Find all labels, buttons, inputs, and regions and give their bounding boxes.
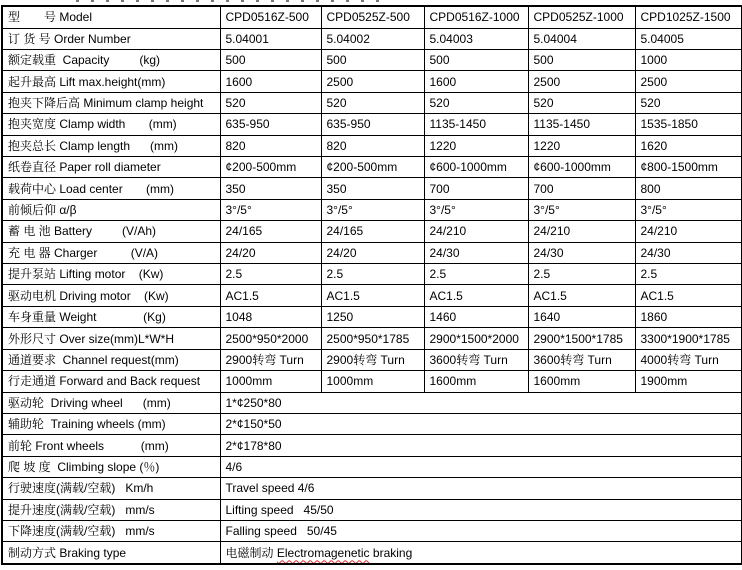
spec-row <box>2 157 742 178</box>
spec-value-cell: 635-950 <box>220 114 321 135</box>
spec-value-cell: 1250 <box>321 306 424 327</box>
spec-value-cell: 1900mm <box>635 371 742 392</box>
spec-value-cell: 2900转弯 Turn <box>321 349 424 370</box>
spec-value-cell: 1135-1450 <box>424 114 528 135</box>
spec-row <box>2 478 742 499</box>
spec-value-cell: 1048 <box>220 306 321 327</box>
spec-row <box>2 413 742 434</box>
spec-value-cell: 2500*950*2000 <box>220 328 321 349</box>
spec-row <box>2 178 742 199</box>
spec-value-cell: 1620 <box>635 135 742 156</box>
spec-value-cell: 24/210 <box>424 221 528 242</box>
spec-value-cell-spanned: Lifting speed 45/50 <box>220 499 742 520</box>
spec-value-cell: 3300*1900*1785 <box>635 328 742 349</box>
spec-value-cell: 1000mm <box>220 371 321 392</box>
spec-label-cell: 爬 坡 度 Climbing slope (％) <box>2 456 220 477</box>
spec-value-cell: ¢200-500mm <box>220 157 321 178</box>
spec-value-cell: 1220 <box>424 135 528 156</box>
spec-row <box>2 71 742 92</box>
spec-value-cell: AC1.5 <box>220 285 321 306</box>
spec-value-cell: 1600mm <box>424 371 528 392</box>
spec-value-cell: 2500 <box>321 71 424 92</box>
spec-value-cell: 2.5 <box>424 264 528 285</box>
spec-label-cell: 辅助轮 Training wheels (mm) <box>2 413 220 434</box>
spec-value-cell: 3°/5° <box>528 199 635 220</box>
spec-value-cell-spanned: 1*¢250*80 <box>220 392 742 413</box>
spec-value-cell: 520 <box>321 92 424 113</box>
spec-value-cell: 3°/5° <box>220 199 321 220</box>
spec-value-cell-spanned: Travel speed 4/6 <box>220 478 742 499</box>
spec-value-cell: 2.5 <box>528 264 635 285</box>
spec-value-cell: 2900转弯 Turn <box>220 349 321 370</box>
spec-value-cell: 5.04005 <box>635 28 742 49</box>
spec-label-cell: 行走通道 Forward and Back request <box>2 371 220 392</box>
spec-value-cell: 2.5 <box>220 264 321 285</box>
spec-value-cell: 2900*1500*2000 <box>424 328 528 349</box>
spec-value-cell: AC1.5 <box>528 285 635 306</box>
spec-row <box>2 285 742 306</box>
spec-value-cell: 1600 <box>220 71 321 92</box>
spec-value-cell: 700 <box>424 178 528 199</box>
spec-row <box>2 306 742 327</box>
spec-label-cell: 订 货 号 Order Number <box>2 28 220 49</box>
spec-label-cell: 提升泵站 Lifting motor (Kw) <box>2 264 220 285</box>
spec-row <box>2 135 742 156</box>
spec-value-cell: 24/210 <box>635 221 742 242</box>
spec-value-cell: 350 <box>220 178 321 199</box>
spec-row <box>2 6 742 28</box>
braking-value-suffix: braking <box>369 545 413 560</box>
spec-label-cell: 前倾后仰 α/β <box>2 199 220 220</box>
spec-label-cell: 外形尺寸 Over size(mm)L*W*H <box>2 328 220 349</box>
spec-value-cell: AC1.5 <box>321 285 424 306</box>
spec-value-cell: 500 <box>220 50 321 71</box>
spec-label-cell: 抱夹下降后高 Minimum clamp height <box>2 92 220 113</box>
cropped-text-remnant <box>76 0 382 2</box>
spec-row <box>2 92 742 113</box>
spec-value-cell: 1135-1450 <box>528 114 635 135</box>
spec-value-cell: AC1.5 <box>424 285 528 306</box>
spec-value-cell: AC1.5 <box>635 285 742 306</box>
spec-value-cell: 24/30 <box>424 242 528 263</box>
spec-value-cell: 500 <box>528 50 635 71</box>
spec-value-cell: 635-950 <box>321 114 424 135</box>
spec-value-cell: 520 <box>220 92 321 113</box>
spec-value-cell: 24/30 <box>528 242 635 263</box>
spec-label-cell: 驱动轮 Driving wheel (mm) <box>2 392 220 413</box>
spec-value-cell: 3°/5° <box>424 199 528 220</box>
spec-value-cell: 520 <box>528 92 635 113</box>
spec-value-cell: 24/20 <box>321 242 424 263</box>
spec-label-cell: 抱夹总长 Clamp length (mm) <box>2 135 220 156</box>
spec-row <box>2 435 742 456</box>
spec-value-cell: 24/30 <box>635 242 742 263</box>
spec-label-cell: 驱动电机 Driving motor (Kw) <box>2 285 220 306</box>
spec-value-cell-spanned: 2*¢150*50 <box>220 413 742 434</box>
spec-value-cell: 1535-1850 <box>635 114 742 135</box>
spec-value-cell: ¢200-500mm <box>321 157 424 178</box>
spec-row <box>2 114 742 135</box>
specification-table <box>1 5 742 565</box>
spec-value-cell: CPD0516Z-500 <box>220 6 321 28</box>
spec-value-cell: ¢600-1000mm <box>424 157 528 178</box>
spec-label-cell: 抱夹宽度 Clamp width (mm) <box>2 114 220 135</box>
spec-label-cell: 蓄 电 池 Battery (V/Ah) <box>2 221 220 242</box>
spec-row <box>2 28 742 49</box>
spec-value-cell: 520 <box>424 92 528 113</box>
spec-row <box>2 456 742 477</box>
spec-value-cell: ¢800-1500mm <box>635 157 742 178</box>
spec-label-cell: 提升速度(满载/空载) mm/s <box>2 499 220 520</box>
spec-label-cell: 纸卷直径 Paper roll diameter <box>2 157 220 178</box>
spec-value-cell: 24/165 <box>220 221 321 242</box>
spec-value-cell: 1600mm <box>528 371 635 392</box>
spec-value-cell: 500 <box>321 50 424 71</box>
spec-label-cell: 通道要求 Channel request(mm) <box>2 349 220 370</box>
spec-row <box>2 242 742 263</box>
spec-value-cell: 520 <box>635 92 742 113</box>
spec-value-cell: 1000 <box>635 50 742 71</box>
spec-row <box>2 264 742 285</box>
spec-value-cell: 3°/5° <box>635 199 742 220</box>
spec-label-cell: 下降速度(满载/空载) mm/s <box>2 520 220 541</box>
spec-value-cell: ¢600-1000mm <box>528 157 635 178</box>
spec-value-cell-spanned <box>220 542 742 564</box>
spec-row <box>2 371 742 392</box>
spec-value-cell: 1220 <box>528 135 635 156</box>
spec-value-cell: CPD0525Z-1000 <box>528 6 635 28</box>
spec-row <box>2 542 742 564</box>
spec-value-cell: 5.04001 <box>220 28 321 49</box>
spec-value-cell: 2.5 <box>635 264 742 285</box>
spec-value-cell: 820 <box>321 135 424 156</box>
spec-label-cell: 型 号 Model <box>2 6 220 28</box>
spec-value-cell: 700 <box>528 178 635 199</box>
spec-row <box>2 392 742 413</box>
spec-label-cell: 充 电 器 Charger (V/A) <box>2 242 220 263</box>
spec-value-cell: 1600 <box>424 71 528 92</box>
spec-label-cell: 额定载重 Capacity (kg) <box>2 50 220 71</box>
spec-value-cell: 800 <box>635 178 742 199</box>
spec-value-cell: 2900*1500*1785 <box>528 328 635 349</box>
spec-value-cell: 820 <box>220 135 321 156</box>
spec-row <box>2 50 742 71</box>
spec-value-cell: 2500 <box>635 71 742 92</box>
spec-value-cell: 3°/5° <box>321 199 424 220</box>
spec-row <box>2 349 742 370</box>
spec-label-cell: 起升最高 Lift max.height(mm) <box>2 71 220 92</box>
spec-value-cell: CPD1025Z-1500 <box>635 6 742 28</box>
misspelled-word: Electromagenetic <box>276 545 370 560</box>
spec-value-cell: 2.5 <box>321 264 424 285</box>
spec-row <box>2 328 742 349</box>
spec-value-cell: 24/20 <box>220 242 321 263</box>
spec-value-cell: 4000转弯 Turn <box>635 349 742 370</box>
spec-label-cell: 行驶速度(满载/空载) Km/h <box>2 478 220 499</box>
spec-value-cell: 350 <box>321 178 424 199</box>
spec-value-cell: 5.04004 <box>528 28 635 49</box>
spec-value-cell: 24/210 <box>528 221 635 242</box>
spec-value-cell: 5.04002 <box>321 28 424 49</box>
spec-label-cell: 制动方式 Braking type <box>2 542 220 564</box>
spec-row <box>2 499 742 520</box>
spec-value-cell-spanned: 2*¢178*80 <box>220 435 742 456</box>
spec-value-cell: 1000mm <box>321 371 424 392</box>
spec-row <box>2 199 742 220</box>
spec-value-cell: 3600转弯 Turn <box>528 349 635 370</box>
spec-value-cell: CPD0525Z-500 <box>321 6 424 28</box>
spec-row <box>2 221 742 242</box>
spec-value-cell: 1860 <box>635 306 742 327</box>
spec-row <box>2 520 742 541</box>
spec-label-cell: 车身重量 Weight (Kg) <box>2 306 220 327</box>
spec-value-cell: 2500 <box>528 71 635 92</box>
spec-value-cell: 24/165 <box>321 221 424 242</box>
spec-value-cell: 5.04003 <box>424 28 528 49</box>
spec-label-cell: 载荷中心 Load center (mm) <box>2 178 220 199</box>
spec-value-cell: 1640 <box>528 306 635 327</box>
spec-value-cell-spanned: Falling speed 50/45 <box>220 520 742 541</box>
spec-label-cell: 前轮 Front wheels (mm) <box>2 435 220 456</box>
spec-value-cell-spanned: 4/6 <box>220 456 742 477</box>
spec-value-cell: 1460 <box>424 306 528 327</box>
braking-value-prefix: 电磁制动 <box>225 545 277 560</box>
spec-value-cell: 3600转弯 Turn <box>424 349 528 370</box>
spec-value-cell: CPD0516Z-1000 <box>424 6 528 28</box>
spec-value-cell: 2500*950*1785 <box>321 328 424 349</box>
spec-value-cell: 500 <box>424 50 528 71</box>
spec-table-body <box>2 6 742 564</box>
